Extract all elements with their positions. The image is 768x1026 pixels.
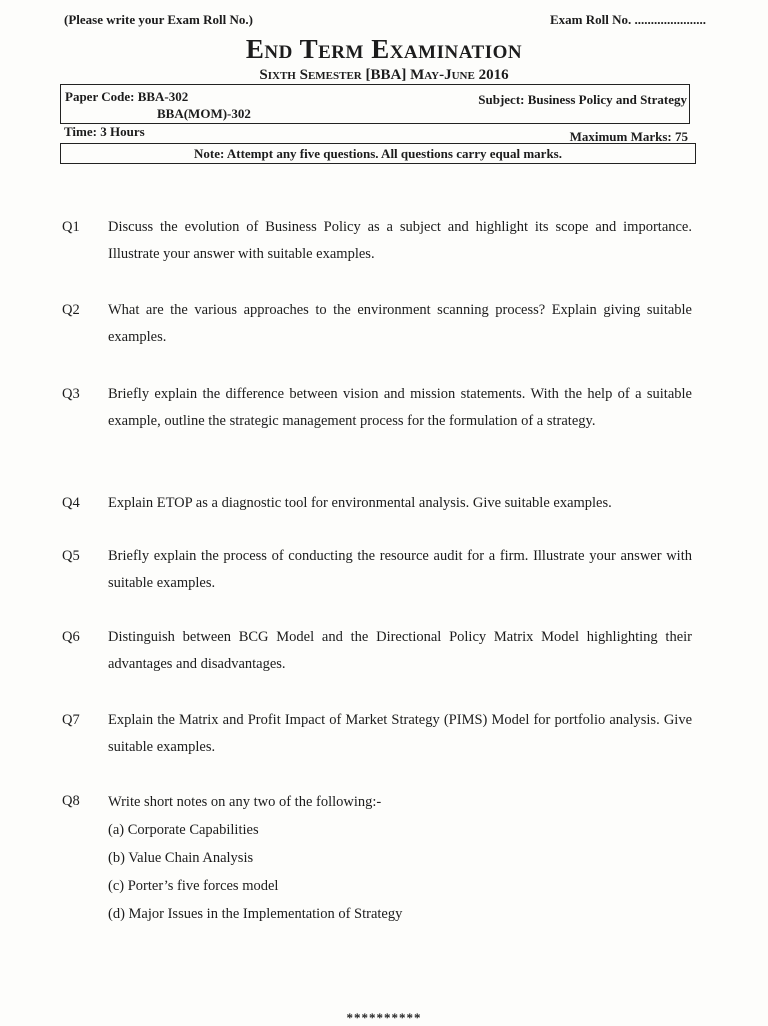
- question-number: Q4: [62, 495, 80, 511]
- question-number: Q5: [62, 548, 80, 564]
- question-7: [62, 707, 692, 761]
- question-number: Q3: [62, 386, 80, 402]
- question-6: [62, 624, 692, 678]
- time-allowed: Time: 3 Hours: [64, 124, 145, 139]
- question-number: Q2: [62, 302, 80, 318]
- question-text: Discuss the evolution of Business Policy as a subject and highlight its scope and importance. Illustrate your answer with suitable examples.: [108, 219, 692, 262]
- question-1: [62, 214, 692, 268]
- list-item: (d) Major Issues in the Implementation of Strategy: [108, 906, 403, 922]
- exam-roll-label: Exam Roll No. ......................: [550, 12, 706, 27]
- list-item: (c) Porter’s five forces model: [108, 878, 279, 894]
- question-3: [62, 381, 692, 435]
- paper-info-box: [60, 84, 690, 124]
- question-text: Briefly explain the process of conducting the resource audit for a firm. Illustrate your answer with suitable examples.: [108, 548, 692, 591]
- question-text: Explain ETOP as a diagnostic tool for environmental analysis. Give suitable examples.: [108, 495, 612, 511]
- question-4: [62, 490, 692, 517]
- question-text: [108, 788, 692, 928]
- question-2: [62, 297, 692, 351]
- question-number: Q7: [62, 712, 80, 728]
- paper-code-alt: BBA(MOM)-302: [157, 106, 251, 121]
- page-title: End Term Examination: [245, 34, 523, 64]
- instructions-note: Note: Attempt any five questions. All questions carry equal marks.: [60, 143, 696, 164]
- question-number: Q8: [62, 793, 80, 809]
- question-number: Q6: [62, 629, 80, 645]
- header-line: [62, 12, 706, 32]
- list-item: (b) Value Chain Analysis: [108, 850, 254, 866]
- question-text: Distinguish between BCG Model and the Directional Policy Matrix Model highlighting their advantages and disadvantages.: [108, 629, 692, 672]
- list-item: (a) Corporate Capabilities: [108, 822, 259, 838]
- question-number: Q1: [62, 219, 80, 235]
- question-text: What are the various approaches to the environment scanning process? Explain giving suitable examples.: [108, 302, 692, 345]
- end-marker: **********: [346, 1010, 422, 1025]
- question-8: [62, 788, 692, 928]
- maximum-marks: Maximum Marks: 75: [569, 129, 688, 144]
- question-text: Explain the Matrix and Profit Impact of Market Strategy (PIMS) Model for portfolio analysis. Give suitable examples.: [108, 712, 692, 755]
- roll-instruction: (Please write your Exam Roll No.): [64, 12, 253, 27]
- paper-code: Paper Code: BBA-302: [65, 89, 189, 104]
- question-5: [62, 543, 692, 597]
- subject: Subject: Business Policy and Strategy: [478, 92, 687, 107]
- question-text-intro: Write short notes on any two of the following:-: [108, 794, 382, 810]
- semester-subtitle: Sixth Semester [BBA] May-June 2016: [259, 67, 509, 83]
- question-text: Briefly explain the difference between vision and mission statements. With the help of a suitable example, outline the strategic management process for the formulation of a strategy.: [108, 386, 692, 429]
